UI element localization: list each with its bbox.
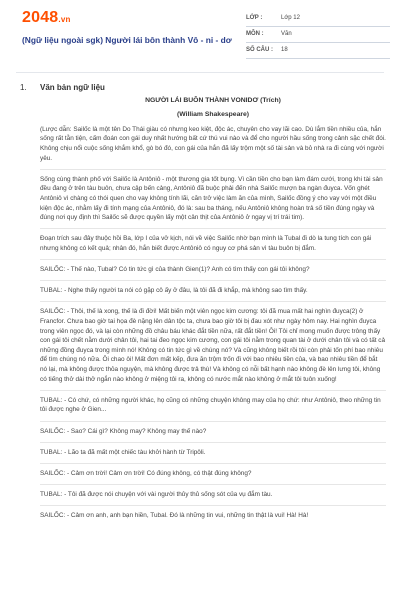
paragraph: TUBAL: - Lão ta đã mất một chiếc tàu khởi hành từ Tripôli.	[40, 448, 206, 456]
meta-row-question-count	[246, 43, 390, 59]
document-title: (Ngữ liệu ngoài sgk) Người lái bôn thành Vô - ni - dơ	[22, 35, 232, 45]
meta-value: 18	[281, 47, 288, 53]
site-logo[interactable]	[22, 9, 71, 27]
paragraph-divider	[40, 301, 386, 302]
meta-key: LỚP :	[246, 15, 263, 21]
paragraph: Đoạn trích sau đây thuộc hồi Ba, lớp I của vở kịch, nói về việc Sailốc nhờ bạn mình là Tubal đi dò la tung tích con gái nhưng không có kết quả; nhân đó, hắn biết được Antôniô có nguy cơ phá sản vì tàu buôn bị đắm.	[40, 235, 372, 252]
paragraph: SAILỐC: - Thôi, thế là xong, thế là đi đời! Mất biến một viên ngọc kim cương: tôi đã mua mất hai nghìn đuyca(2) ở Francfor. Chưa bao giờ tai họa đè nặng lên dân tộc ta, chưa bao giờ tôi bị đau xót như ngày hôm nay. Hai nghìn đuyca trong viên ngọc đó, và lại còn những đồ châu báu khác đắt tiền nữa, rất đắt tiền! Ôi! Tôi chỉ mong muốn được trông thấy con gái tôi chết nằm dưới chân tôi, hai tai đeo ngọc kim cương, con gái tôi nằm trong quan tài ở dưới chân tôi và có tất cả những đồng đuyca trong mình nó! Không có tin tức gì về chúng nó? Và cũng không biết rồi tôi còn phải tốn phí bao nhiêu để tìm chúng nó nữa. Ôi chao ôi! Mất đơn mất kếp, đưa ăn trộm trốn đi với bao nhiêu tiền của, và bao nhiêu tiền để bắt nó lại, mà không được thỏa nguyện, mà không được trả thù! Và không có nỗi bất hạnh nào không đè lên lưng tôi, không có tiếng thở dài thở ngắn nào không ở miệng tôi ra, không có nước mắt nào không ở mắt tôi tuôn xuống!	[40, 308, 386, 383]
section-number: 1.	[20, 83, 27, 92]
work-author: (William Shakespeare)	[176, 110, 250, 118]
work-title: NGƯỜI LÁI BUÔN THÀNH VONIDƠ (Trích)	[145, 97, 281, 104]
paragraph: TUBAL: - Có chứ, có những người khác, họ cũng có những chuyện không may của họ chứ: như Antôniô, theo những tin tôi được nghe ở Gien...	[40, 396, 381, 414]
meta-key: SỐ CÂU :	[246, 47, 273, 53]
meta-key: MÔN :	[246, 31, 264, 37]
paragraph-divider	[40, 463, 386, 464]
paragraph-divider	[40, 259, 386, 260]
paragraph-divider	[40, 421, 386, 422]
paragraph: Sống cùng thành phố với Sailốc là Antôniô - một thương gia tốt bụng. Vì cần tiền cho bạn làm đám cưới, trong khi tài sản đều đang ở trên tàu buôn, chưa cập bến cảng, Antôniô đã buộc phải đến nhà Sailốc mượn ba ngàn đuyca. Vốn ghét Antôniô vì chàng có thói quen cho vay không tính lãi, căn trở việc làm ăn của mình, Sailốc đồng ý cho vay với một điều kiện độc ác, nhằm lấy đi tính mạng của Antôniô, đó là: sau ba tháng, nếu Antôniô không hoàn trả số tiền đúng ngày và đúng nơi quy định thì Sailốc sẽ được quyền lấy một cân thịt của Antôniô ở ngay vị trí trái tim).	[40, 175, 383, 222]
meta-value: Lớp 12	[281, 15, 300, 21]
paragraph-divider	[40, 228, 386, 229]
header-divider	[16, 72, 384, 73]
paragraph-divider	[40, 505, 386, 506]
paragraph: TUBAL: - Nghe thấy người ta nói có gặp cô ấy ở đâu, là tôi đã đi khắp, mà không sao tìm thấy.	[40, 287, 308, 295]
meta-row-class	[246, 11, 390, 27]
logo-number: 2048	[22, 9, 59, 26]
paragraph-divider	[40, 484, 386, 485]
header	[0, 0, 400, 66]
paragraph: SAILỐC: - Sao? Cái gì? Không may? Không may thế nào?	[40, 427, 207, 435]
paragraph: (Lược dẫn: Sailốc là một tên Do Thái giàu có nhưng keo kiệt, độc ác, chuyên cho vay lãi cao. Dù lắm tiền nhiều của, hắn sống rất tằn tiện, cấm đoán con gái duy nhất hướng bất cứ thú vui nào và để cho người hầu sống trong cảnh sặc chết đói. Không chịu nổi cuộc sống khắm khổ, gò bó đó, con gái của hắn đã lấy trộm một số tài sản và bỏ nhà ra đi cùng với người yêu.	[40, 125, 386, 162]
paragraph: SAILỐC: - Thế nào, Tubal? Có tin tức gì của thành Gien(1)? Anh có tìm thấy con gái tôi không?	[40, 266, 310, 274]
section-label: Văn bản ngữ liệu	[40, 83, 105, 92]
paragraph: SAILỐC: - Cảm ơn anh, anh bạn hiền, Tubal. Đó là những tin vui, những tin thật là vui! Hà! Hà!	[40, 512, 309, 520]
paragraph-divider	[40, 442, 386, 443]
paragraph: TUBAL: - Tôi đã được nói chuyện với vài người thủy thủ sống sót của vụ đắm tàu.	[40, 491, 273, 499]
paragraph-divider	[40, 390, 386, 391]
paragraph-divider	[40, 169, 386, 170]
paragraph-divider	[40, 280, 386, 281]
meta-value: Văn	[281, 31, 292, 37]
meta-info-box	[246, 11, 390, 59]
meta-row-subject	[246, 27, 390, 43]
logo-suffix: .vn	[58, 15, 71, 24]
paragraph: SAILỐC: - Cảm ơn trời! Cảm ơn trời! Có đúng không, có thật đúng không?	[40, 469, 252, 477]
reading-passage	[40, 96, 386, 527]
